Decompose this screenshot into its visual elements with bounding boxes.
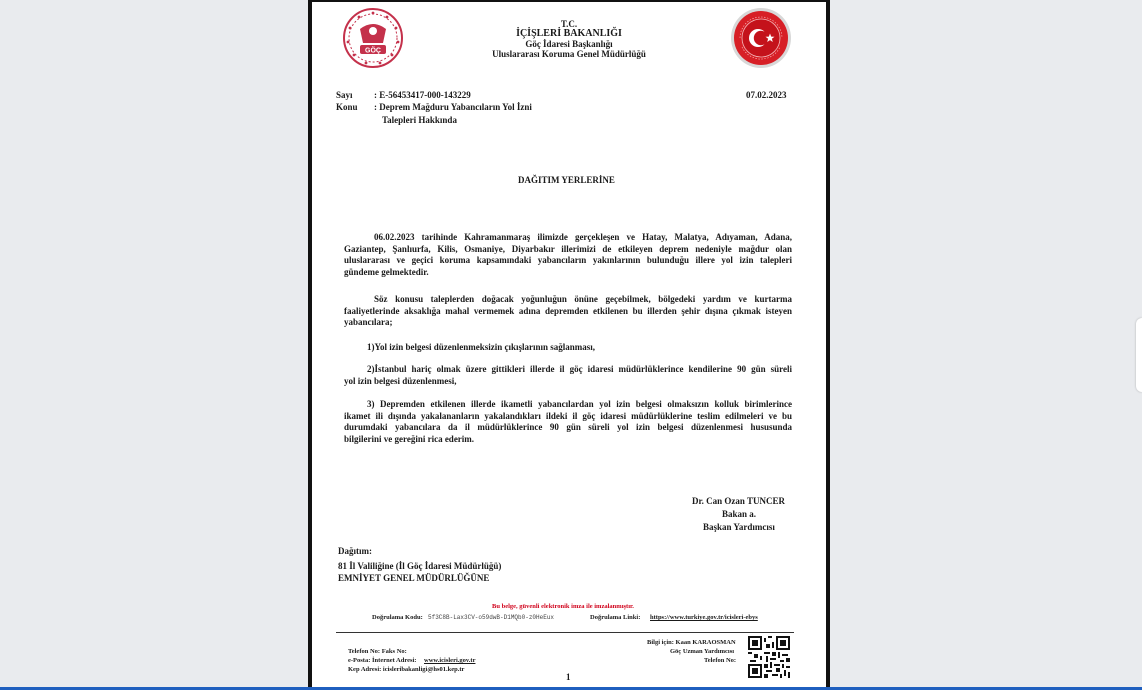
- signatory-title-1: Bakan a.: [722, 509, 757, 519]
- konu-line-2: Talepleri Hakkında: [382, 115, 457, 125]
- footer-expert-title: Göç Uzman Yardımcısı: [670, 648, 735, 655]
- letterhead: [432, 19, 706, 59]
- list-item-3-line: bilgilerini ve gereğini rica ederim.: [344, 433, 475, 444]
- logo-text: GÖÇ: [365, 47, 381, 55]
- paragraph-2: [344, 294, 792, 329]
- emblem-logo: [730, 7, 792, 69]
- list-item-3: [344, 399, 792, 445]
- paragraph-1-line: 06.02.2023 tarihinde Kahramanmaraş ilimizde gerçekleşen ve Hatay, Malatya, Adıyaman, Adana,: [374, 232, 792, 242]
- list-item-3-line: durumdaki yabancılara da il müdürlüklerince 90 gün süreli yol izin belgesi düzenlenmesi hususunda: [344, 422, 792, 433]
- document-date: 07.02.2023: [746, 90, 787, 100]
- page-number: 1: [566, 672, 571, 682]
- verification-code: 5f3C8B-Lax3CV-o59dwB-D1MQb0-z0HeEux: [428, 614, 555, 621]
- list-item-2-line: yol izin belgesi düzenlenmesi,: [344, 375, 457, 386]
- footer-email-label: e-Posta: İnternet Adresi:: [348, 657, 417, 664]
- esign-notice: Bu belge, güvenli elektronik imza ile imzalanmıştır.: [492, 603, 634, 610]
- list-item-3-line: 3) Depremden etkilenen illerde ikametli yabancılardan yol izin belgesi olmaksızın kolluk birimlerince: [367, 399, 792, 409]
- header-presidency: Göç İdaresi Başkanlığı: [525, 39, 613, 49]
- sayi-label: Sayı: [336, 90, 353, 100]
- verification-link[interactable]: https://www.turkiye.gov.tr/icisleri-ebys: [650, 614, 758, 621]
- konu-line-1: : Deprem Mağduru Yabancıların Yol İzni: [374, 102, 532, 112]
- list-item-2-line: 2)İstanbul hariç olmak üzere gittikleri illerde il göç idaresi müdürlüklerince kendilerine 90 gün süreli: [367, 364, 792, 374]
- ministry-seal-logo: [342, 7, 404, 69]
- list-item-2: [344, 364, 792, 387]
- distribution-line-2: EMNİYET GENEL MÜDÜRLÜĞÜNE: [338, 573, 490, 583]
- distribution-line-1: 81 İl Valiliğine (İl Göç İdaresi Müdürlüğü): [338, 561, 502, 571]
- footer-kep: Kep Adresi: icisleribakanligi@hs01.kep.tr: [348, 666, 465, 673]
- footer-phone-fax: Telefon No: Faks No:: [348, 648, 407, 655]
- side-panel-handle[interactable]: [1136, 318, 1142, 392]
- header-ministry: İÇİŞLERİ BAKANLIĞI: [516, 28, 622, 39]
- paragraph-1-line: gündeme gelmektedir.: [344, 266, 429, 277]
- distribution-label: Dağıtım:: [338, 546, 372, 556]
- list-item-1: 1)Yol izin belgesi düzenlenmeksizin çıkışlarının sağlanması,: [367, 342, 596, 352]
- paragraph-1: [344, 232, 792, 278]
- qr-code: [748, 636, 790, 678]
- header-directorate: Uluslararası Koruma Genel Müdürlüğü: [492, 49, 646, 59]
- paragraph-1-line: uluslararası ve geçici koruma kapsamındaki yabancıların yakınlarının bulunduğu illere yol izin talepleri: [344, 255, 792, 266]
- footer-website[interactable]: www.icisleri.gov.tr: [424, 657, 476, 664]
- paragraph-2-line: yabancılara;: [344, 317, 393, 328]
- sayi-value: : E-56453417-000-143229: [374, 90, 471, 100]
- header-tc: T.C.: [560, 19, 578, 29]
- footer-phone: Telefon No:: [704, 657, 737, 664]
- paragraph-1-line: Gaziantep, Şanlıurfa, Kilis, Osmaniye, Diyarbakır illerimizi de etkileyen deprem nedeniyle mağdur olan: [344, 243, 792, 254]
- signatory-name: Dr. Can Ozan TUNCER: [692, 496, 786, 506]
- list-item-3-line: ikamet ili dışında yakalananların yakalandıkları ildeki il göç idaresi müdürlüklerine teslim edilmeleri ve bu: [344, 410, 792, 421]
- footer-info-contact: Bilgi için: Kaan KARAOSMAN: [647, 639, 736, 646]
- document-page: [312, 2, 826, 688]
- verification-link-label: Doğrulama Linki:: [590, 614, 641, 621]
- konu-label: Konu: [336, 102, 358, 112]
- footer-divider: [336, 632, 794, 633]
- verification-code-label: Doğrulama Kodu:: [372, 614, 423, 621]
- paragraph-2-line: faaliyetlerinde aksaklığa mahal vermemek adına depremden etkilenen bu illerden şehir dışına çıkmak isteyen: [344, 305, 792, 316]
- recipient-title: DAĞITIM YERLERİNE: [518, 175, 615, 185]
- signatory-title-2: Başkan Yardımcısı: [703, 522, 775, 532]
- paragraph-2-line: Söz konusu taleplerden doğacak yoğunluğun önüne geçebilmek, bölgedeki yardım ve kurtarma: [374, 294, 792, 304]
